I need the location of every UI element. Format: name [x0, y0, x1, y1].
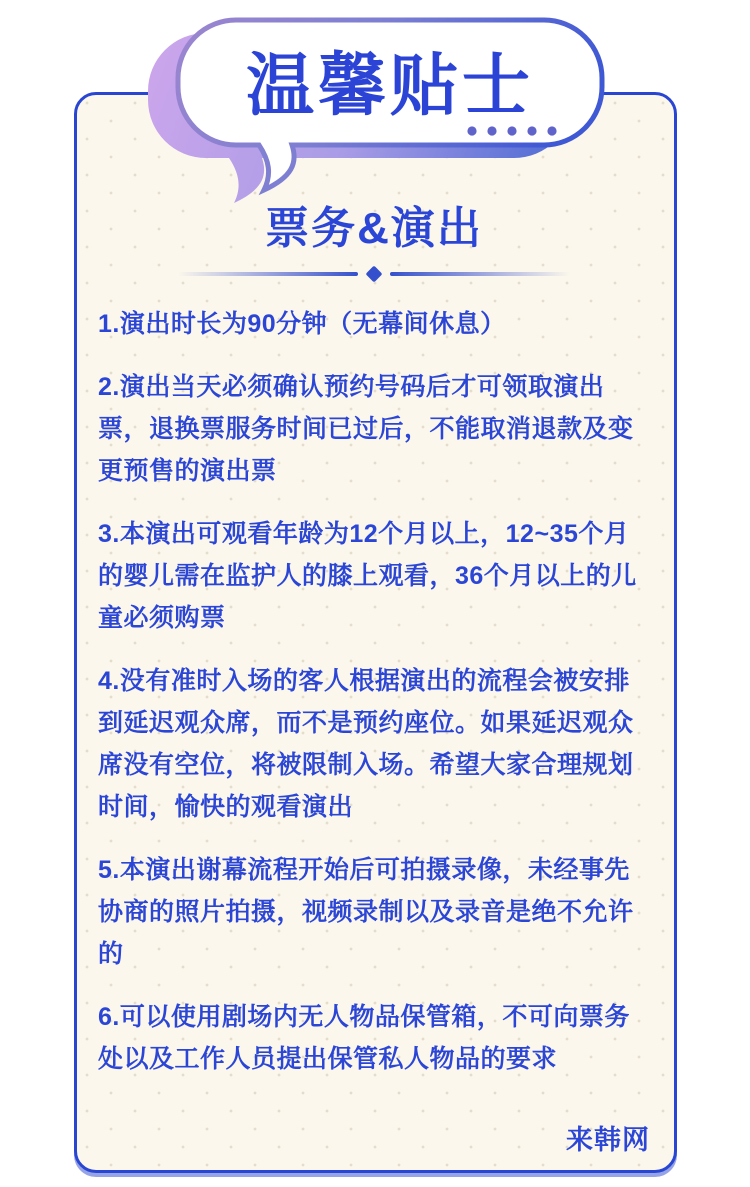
diamond-icon	[366, 266, 383, 283]
bubble-title: 温馨贴士	[245, 48, 534, 124]
tip-item-1: 1.演出时长为90分钟（无幕间休息）	[98, 310, 506, 338]
tip-item-2: 2.演出当天必须确认预约号码后才可领取演出票，退换票服务时间已过后，不能取消退款及变更预售的演出票	[98, 373, 634, 485]
tip-item-3: 3.本演出可观看年龄为12个月以上，12~35个月的婴儿需在监护人的膝上观看，36个月以上的儿童必须购票	[98, 520, 637, 632]
tip-item-5: 5.本演出谢幕流程开始后可拍摄录像，未经事先协商的照片拍摄，视频录制以及录音是绝不允许的	[98, 856, 634, 968]
section-title: 票务&演出	[265, 204, 483, 253]
tip-item-6: 6.可以使用剧场内无人物品保管箱，不可向票务处以及工作人员提出保管私人物品的要求	[98, 1003, 630, 1073]
divider-line-left	[178, 272, 358, 276]
divider-line-right	[390, 272, 570, 276]
speech-bubble	[140, 4, 620, 214]
tips-card	[74, 92, 677, 1173]
tips-list	[98, 303, 650, 1080]
tip-item-4: 4.没有准时入场的客人根据演出的流程会被安排到延迟观众席，而不是预约座位。如果延迟观众席没有空位，将被限制入场。希望大家合理规划时间，愉快的观看演出	[98, 667, 634, 821]
section-divider	[98, 267, 650, 281]
brand-footer: 来韩网	[566, 1125, 650, 1155]
